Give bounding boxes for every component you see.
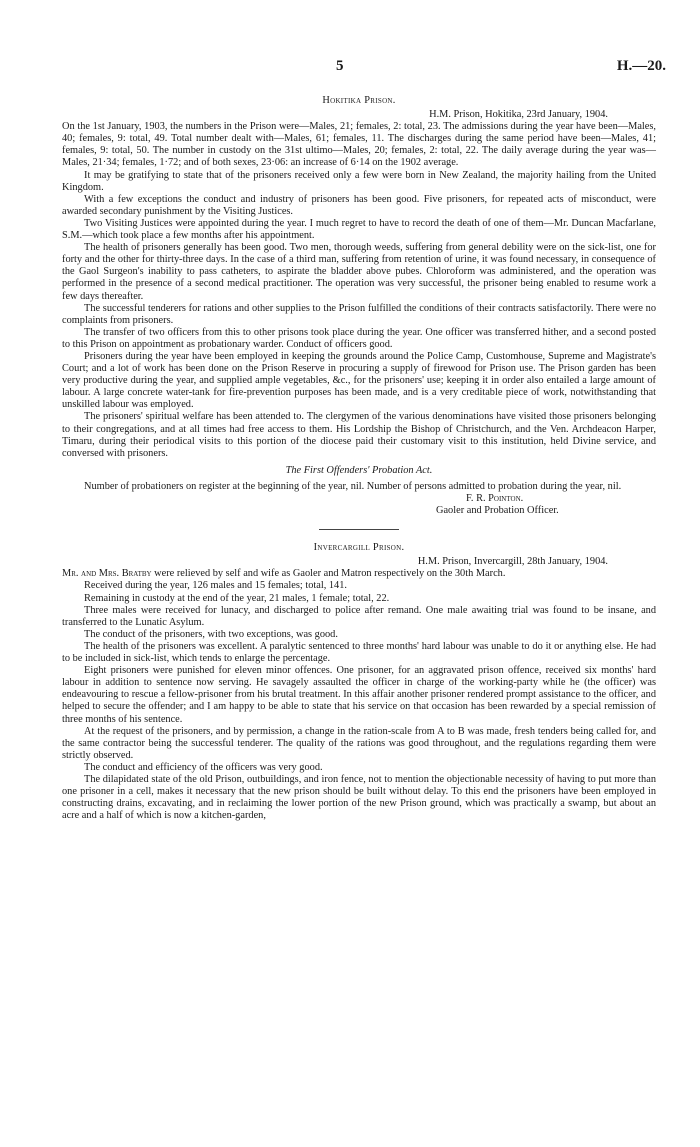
paragraph: Prisoners during the year have been employed in keeping the grounds around the Police Camp, Customhouse, Supreme and Magistrate's Court; and a lot of work has been done on the Prison Reserve in procuring a supply of firewood for Prison use. The Prison garden has been very productive during the year, and supplied ample vegetables, &c., for the prisoners' use; keeping it in order also entailed a large amount of labour. A large concrete water-tank for fire-prevention purposes has been made, and is a very creditable piece of work, notwithstanding that unskilled labour was employed.: [62, 350, 656, 411]
paragraph: With a few exceptions the conduct and industry of prisoners has been good. Five prisoners, for repeated acts of misconduct, were awarded secondary punishment by the Visiting Justices.: [62, 193, 656, 217]
paragraph: The health of the prisoners was excellent. A paralytic sentenced to three months' hard labour was unable to do it or anything else. He had to be included in sick-list, which tends to enlarge the percentage.: [62, 640, 656, 665]
dateline-hokitika: H.M. Prison, Hokitika, 23rd January, 1904.: [429, 109, 608, 121]
section-heading-invercargill: Invercargill Prison.: [313, 542, 405, 554]
paragraph: Received during the year, 126 males and 15 females; total, 141.: [84, 580, 347, 592]
page-number: 5: [336, 58, 344, 74]
paragraph: Three males were received for lunacy, and discharged to police after remand. One male awaiting trial was found to be insane, and transferred to the Lunatic Asylum.: [62, 604, 656, 628]
section-heading-hokitika: Hokitika Prison.: [322, 95, 396, 106]
paragraph: On the 1st January, 1903, the numbers in the Prison were—Males, 21; females, 2: total, 23. The admissions during the year have been—Males, 40; females, 9: total, 49. Total number dealt with—Males, 61; females, 11. The discharges during the same period have been—Males, 41; females, 9: total, 50. The number in custody on the 31st ultimo—Males, 20; females, 2: total, 22. The daily average during the year was—Males, 21·34; females, 1·72; and of both sexes, 23·06: an increase of 6·14 on the 1902 average.: [62, 121, 656, 169]
paragraph: Remaining in custody at the end of the year, 21 males, 1 female; total, 22.: [84, 592, 390, 604]
paragraph: It may be gratifying to state that of the prisoners received only a few were born in New Zealand, the majority hailing from the United Kingdom.: [62, 169, 656, 193]
lead-paragraph: [62, 568, 656, 580]
probation-act-heading: The First Offenders' Probation Act.: [285, 464, 433, 476]
signature-title: Gaoler and Probation Officer.: [436, 505, 559, 517]
paragraph: The successful tenderers for rations and other supplies to the Prison fulfilled the conditions of their contracts satisfactorily. There were no complaints from prisoners.: [62, 302, 656, 326]
paragraph: At the request of the prisoners, and by permission, a change in the ration-scale from A to B was made, fresh tenders being called for, and the same contractor being the successful tenderer. The quality of the rations was good throughout, and the regulations regarding them were strictly observed.: [62, 725, 656, 761]
signature-block-hokitika: [62, 493, 656, 517]
page-header: [0, 58, 700, 80]
document-body: [62, 95, 656, 822]
document-reference: H.—20.: [616, 58, 666, 74]
paragraph: The transfer of two officers from this to other prisons took place during the year. One officer was transferred hither, and a second posted to this Prison on appointment as probationary warder. Conduct of officers good.: [62, 326, 656, 350]
paragraph: The dilapidated state of the old Prison, outbuildings, and iron fence, not to mention the objectionable necessity of having to put more than one prisoner in a cell, makes it necessary that the new prison should be built without delay. To this end the prisoners have been employed in constructing drains, excavating, and in reclaiming the lower portion of the new Prison ground, which was practically a swamp, but about an acre and a half of which is now a kitchen-garden,: [62, 773, 656, 822]
lead-names: Mr. and Mrs. Bratby: [62, 568, 152, 580]
dateline-invercargill: H.M. Prison, Invercargill, 28th January, 1904.: [417, 556, 608, 568]
paragraph: The prisoners' spiritual welfare has been attended to. The clergymen of the various denominations have visited those prisoners belonging to their congregations, and at all times had free access to them. His Lordship the Bishop of Christchurch, and the Ven. Archdeacon Harper, Timaru, during their periodical visits to this portion of the diocese paid their customary visit to this institution, held Divine service, and conversed with prisoners.: [62, 411, 656, 459]
signature-name: F. R. Pointon.: [466, 493, 524, 504]
paragraph: The conduct of the prisoners, with two exceptions, was good.: [84, 628, 338, 640]
section-divider: [319, 529, 399, 530]
paragraph: The health of prisoners generally has been good. Two men, thorough weeds, suffering from general debility were on the sick-list, one for forty and the other for thirty-three days. In the case of a third man, suffering from retention of urine, it was found necessary, in consequence of the Gaol Surgeon's inability to pass catheters, to aspirate the bladder above pubes. Chloroform was administered, and the operation was performed in the presence of a second medical practitioner. The operation was very successful, the prisoner being enabled to resume work a few days thereafter.: [62, 242, 656, 302]
paragraph: Two Visiting Justices were appointed during the year. I much regret to have to record the death of one of them—Mr. Duncan Macfarlane, S.M.—which took place a few months after his appointment.: [62, 217, 656, 242]
paragraph: Eight prisoners were punished for eleven minor offences. One prisoner, for an aggravated prison offence, received six months' hard labour in addition to sentence now serving. He savagely assaulted the officer in charge of the working-party while he (the officer) was endeavouring to rescue a fellow-prisoner from his brutal treatment. In this affair another prisoner rendered prompt assistance to the officer, and helped to secure the offender; and I am happy to be able to state that his service on that occasion has been rewarded by a special remission of three months of his sentence.: [62, 665, 656, 725]
probation-paragraph: Number of probationers on register at the beginning of the year, nil. Number of persons admitted to probation during the year, nil.: [84, 480, 622, 492]
paragraph: The conduct and efficiency of the officers was very good.: [84, 761, 323, 773]
lead-text: were relieved by self and wife as Gaoler and Matron respectively on the 30th March.: [151, 568, 506, 580]
